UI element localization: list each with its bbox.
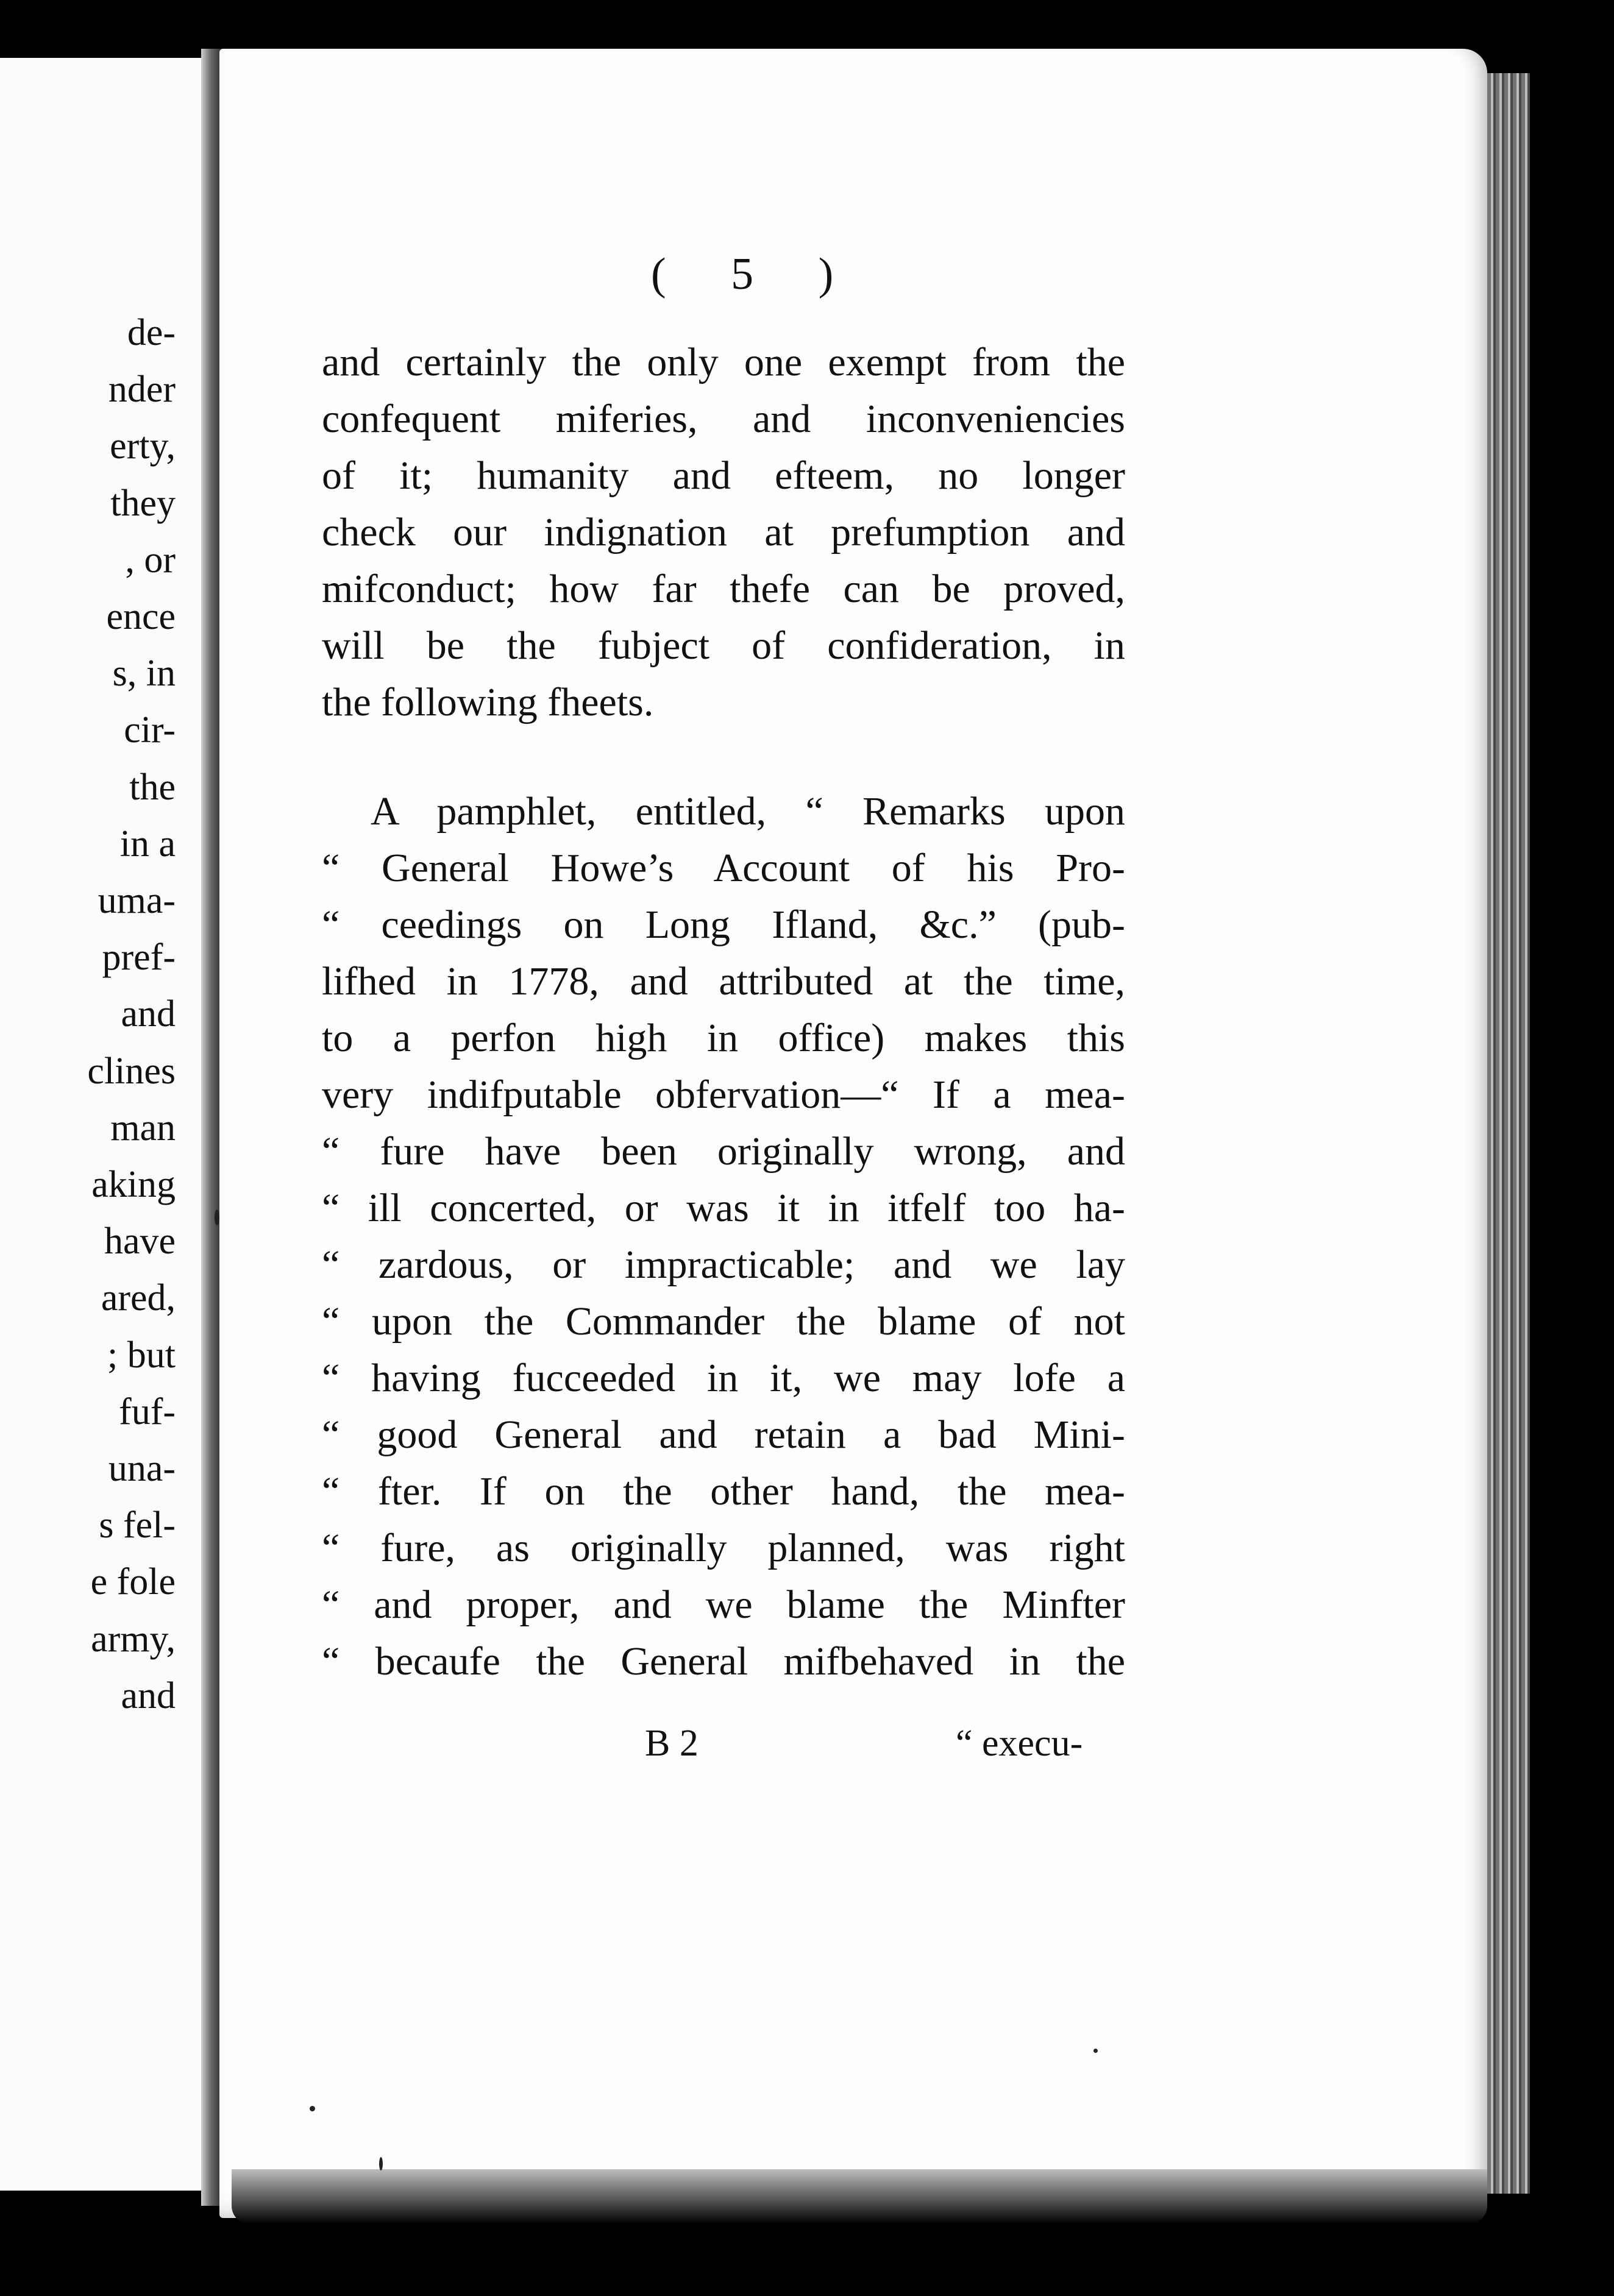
left-page-fragment: e fole	[90, 1561, 176, 1603]
ink-speck	[215, 1210, 219, 1225]
text-line: of it; humanity and efteem, no longer	[322, 453, 1125, 498]
text-line: “ fter. If on the other hand, the mea-	[322, 1469, 1125, 1514]
left-page-fragment: army,	[91, 1618, 176, 1660]
left-facing-page	[0, 58, 201, 2191]
paragraph-break	[322, 731, 1125, 783]
text-line: A pamphlet, entitled, “ Remarks upon	[371, 789, 1125, 834]
body-text	[322, 334, 1125, 1690]
left-page-fragment: ared,	[101, 1277, 176, 1319]
left-page-fragment: cir-	[124, 709, 176, 751]
left-page-fragment: man	[110, 1107, 176, 1149]
text-line: “ zardous, or impracticable; and we lay	[322, 1242, 1125, 1287]
left-page-fragment: fuf-	[119, 1391, 176, 1433]
text-line: mifconduct; how far thefe can be proved,	[322, 567, 1125, 611]
left-page-fragment: ence	[106, 596, 176, 637]
text-line: the following fheets.	[322, 680, 654, 725]
page-edges	[1487, 73, 1530, 2194]
bottom-page-edge	[232, 2169, 1487, 2224]
left-page-fragment: and	[121, 1674, 176, 1717]
left-page-fragment: they	[110, 482, 176, 524]
text-line: very indifputable obfervation—“ If a mea-	[322, 1072, 1125, 1117]
left-page-fragment: erty,	[110, 425, 176, 467]
left-page-fragment: s fel-	[99, 1504, 176, 1547]
text-line: “ and proper, and we blame the Minfter	[322, 1582, 1125, 1627]
text-line: to a perfon high in office) makes this	[322, 1016, 1125, 1060]
left-page-fragment: in a	[119, 823, 176, 865]
left-page-fragment: de-	[127, 312, 176, 353]
left-page-fragment: uma-	[98, 880, 176, 921]
text-line: “ having fucceeded in it, we may lofe a	[322, 1356, 1125, 1400]
text-line: lifhed in 1778, and attributed at the time,	[322, 959, 1125, 1004]
left-page-fragment: ; but	[107, 1334, 176, 1376]
ink-speck	[1093, 2049, 1098, 2053]
text-line: “ fure have been originally wrong, and	[322, 1129, 1125, 1174]
page-number: ( 5 )	[651, 249, 861, 299]
text-line: “ good General and retain a bad Mini-	[322, 1412, 1125, 1457]
left-page-fragment: have	[104, 1221, 176, 1263]
left-page-fragment: and	[121, 993, 176, 1035]
text-line: confequent miferies, and inconveniencies	[322, 397, 1125, 441]
text-line: “ becaufe the General mifbehaved in the	[322, 1639, 1125, 1684]
text-line: “ upon the Commander the blame of not	[322, 1299, 1125, 1344]
signature-mark: B 2	[645, 1723, 699, 1764]
left-page-fragment: , or	[125, 539, 176, 581]
text-line: “ ceedings on Long Ifland, &c.” (pub-	[322, 902, 1125, 947]
text-line: check our indignation at prefumption and	[322, 510, 1125, 555]
text-line: “ General Howe’s Account of his Pro-	[322, 846, 1125, 890]
text-line: “ ill concerted, or was it in itfelf too ha-	[322, 1186, 1125, 1230]
catchword: “ execu-	[956, 1723, 1083, 1764]
left-page-fragment: una-	[108, 1448, 176, 1489]
left-page-fragment: s, in	[112, 653, 176, 695]
left-page-fragment: the	[129, 766, 176, 808]
left-page-fragment: clines	[87, 1050, 176, 1092]
left-page-fragment: pref-	[102, 937, 176, 979]
ink-speck	[379, 2157, 383, 2170]
left-page-fragment: nder	[108, 369, 176, 411]
text-line: “ fure, as originally planned, was right	[322, 1526, 1125, 1570]
ink-speck	[310, 2106, 315, 2111]
left-page-fragment: aking	[91, 1164, 176, 1205]
text-line: and certainly the only one exempt from the	[322, 340, 1125, 384]
text-line: will be the fubject of confideration, in	[322, 623, 1125, 668]
